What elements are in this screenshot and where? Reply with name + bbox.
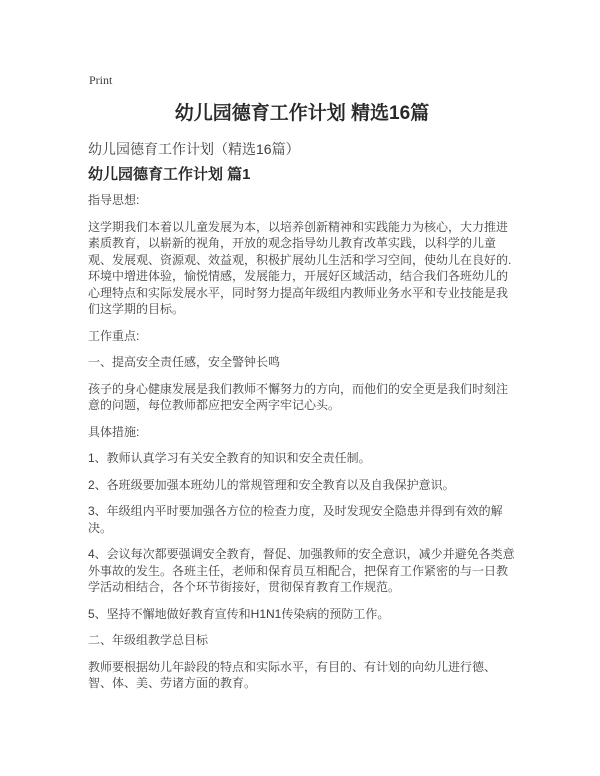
paragraph-measure-5: 5、坚持不懈地做好教育宣传和H1N1传染病的预防工作。 bbox=[88, 606, 390, 621]
section-heading-part1: 幼儿园德育工作计划 篇1 bbox=[88, 166, 251, 183]
paragraph-point-one-body: 孩子的身心健康发展是我们教师不懈努力的方向，而他们的安全更是我们时刻注意的问题，每位教师都应把安全两字牢记心头。 bbox=[88, 381, 509, 412]
paragraph-measure-1: 1、教师认真学习有关安全教育的知识和安全责任制。 bbox=[88, 451, 371, 465]
paragraph-guiding-ideology-body: 这学期我们本着以儿童发展为本，以培养创新精神和实践能力为核心，大力推进素质教育，以崭新的视角，开放的观念指导幼儿教育改革实践，以科学的儿童观、发展观、资源观、效益观，积极扩展幼儿生活和学习空间，使幼儿在良好的.环境中增进体验，愉悦情感，发展能力，开展好区域活动，结合我们各班幼儿的心理特点和实际发展水平，同时努力提高年级组内教师业务水平和专业技能是我们这学期的目标。 bbox=[88, 219, 512, 316]
paragraph-work-focus-label: 工作重点: bbox=[88, 328, 140, 343]
page-title: 幼儿园德育工作计划 精选16篇 bbox=[174, 103, 430, 124]
paragraph-measure-4: 4、会议每次都要强调安全教育，督促、加强教师的安全意识，减少并避免各类意外事故的发生。各班主任，老师和保育员互相配合，把保育工作紧密的与一日教学活动相结合，各个环节街接好，贯彻保育教育工作规范。 bbox=[88, 547, 515, 594]
paragraph-guiding-ideology-label: 指导思想: bbox=[88, 193, 140, 207]
paragraph-measure-2: 2、各班级要加强本班幼儿的常规管理和安全教育以及自我保护意识。 bbox=[88, 477, 455, 492]
print-button[interactable]: Print bbox=[89, 73, 113, 87]
document-subtitle: 幼儿园德育工作计划（精选16篇） bbox=[88, 141, 300, 157]
paragraph-point-one-heading: 一、提高安全责任感，安全警钟长鸣 bbox=[88, 355, 281, 369]
paragraph-measures-label: 具体措施: bbox=[88, 424, 140, 439]
paragraph-measure-3: 3、年级组内平时要加强各方位的检查力度，及时发现安全隐患并得到有效的解决。 bbox=[88, 504, 503, 535]
paragraph-point-two-heading: 二、年级组教学总目标 bbox=[88, 633, 209, 647]
paragraph-point-two-body: 教师要根据幼儿年龄段的特点和实际水平，有目的、有计划的向幼儿进行德、智、体、美、劳诸方面的教育。 bbox=[88, 659, 497, 690]
